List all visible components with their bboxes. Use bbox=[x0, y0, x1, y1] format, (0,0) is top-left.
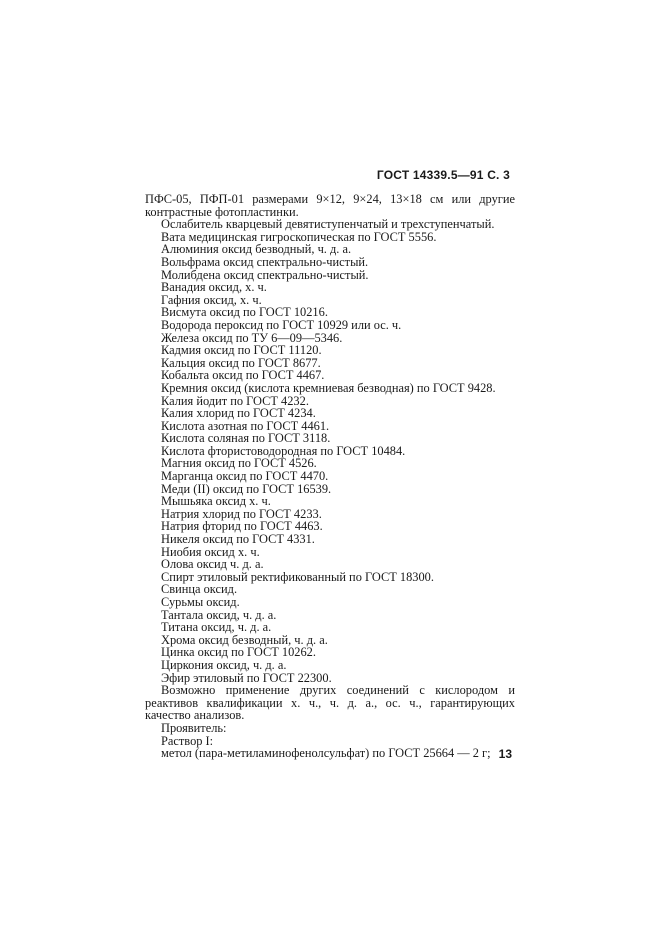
list-item: Молибдена оксид спектрально-чистый. bbox=[161, 267, 369, 282]
reagent-list-2 bbox=[145, 395, 515, 685]
list-item: Натрия фторид по ГОСТ 4463. bbox=[161, 519, 323, 534]
list-item: Тантала оксид, ч. д. а. bbox=[161, 607, 277, 622]
list-item: Марганца оксид по ГОСТ 4470. bbox=[161, 469, 329, 484]
list-item: Магния оксид по ГОСТ 4526. bbox=[161, 456, 317, 471]
list-item: Олова оксид ч. д. а. bbox=[161, 557, 264, 572]
list-item: Кислота азотная по ГОСТ 4461. bbox=[161, 418, 330, 433]
document-body bbox=[145, 193, 515, 760]
metol-line: метол (пара-метиламинофенолсульфат) по ГОСТ 25664 — 2 г; bbox=[161, 746, 491, 761]
list-item: Калия йодит по ГОСТ 4232. bbox=[161, 393, 309, 408]
list-item: Ослабитель кварцевый девятиступенчатый и трехступенчатый. bbox=[161, 217, 495, 232]
list-item: Вольфрама оксид спектрально-чистый. bbox=[161, 254, 369, 269]
silicon-paragraph: Кремния оксид (кислота кремниевая безводная) по ГОСТ 9428. bbox=[161, 380, 496, 395]
intro-paragraph: ПФС-05, ПФП-01 размерами 9×12, 9×24, 13×18 см или другие контрастные фотопластинки. bbox=[145, 192, 515, 219]
list-item: Вата медицинская гигроскопическая по ГОСТ 5556. bbox=[161, 229, 437, 244]
alternatives-paragraph: Возможно применение других соединений с кислородом и реактивов квалификации х. ч., ч. д. а., ос. ч., гарантирующих качество анализов. bbox=[145, 683, 515, 723]
list-item: Титана оксид, ч. д. а. bbox=[161, 620, 272, 635]
list-item: Водорода пероксид по ГОСТ 10929 или ос. ч. bbox=[161, 317, 402, 332]
list-item: Сурьмы оксид. bbox=[161, 595, 240, 609]
list-item: Спирт этиловый ректификованный по ГОСТ 18300. bbox=[161, 569, 434, 584]
list-item: Кадмия оксид по ГОСТ 11120. bbox=[161, 343, 322, 358]
list-item: Алюминия оксид безводный, ч. д. а. bbox=[161, 242, 352, 257]
list-item: Кислота фтористоводородная по ГОСТ 10484. bbox=[161, 443, 406, 458]
list-item: Свинца оксид. bbox=[161, 582, 238, 597]
list-item: Меди (II) оксид по ГОСТ 16539. bbox=[161, 481, 332, 496]
list-item: Никеля оксид по ГОСТ 4331. bbox=[161, 532, 315, 547]
list-item: Железа оксид по ТУ 6—09—5346. bbox=[161, 330, 343, 345]
list-item: Ниобия оксид х. ч. bbox=[161, 544, 260, 559]
list-item: Циркония оксид, ч. д. а. bbox=[161, 657, 287, 672]
list-item: Калия хлорид по ГОСТ 4234. bbox=[161, 406, 316, 421]
page-header: ГОСТ 14339.5—91 С. 3 bbox=[376, 168, 510, 182]
list-item: Висмута оксид по ГОСТ 10216. bbox=[161, 305, 328, 320]
reagent-list-1 bbox=[145, 218, 515, 382]
list-item: Натрия хлорид по ГОСТ 4233. bbox=[161, 506, 322, 521]
list-item: Кислота соляная по ГОСТ 3118. bbox=[161, 431, 331, 446]
solution-heading: Раствор I: bbox=[161, 733, 214, 748]
list-item: Эфир этиловый по ГОСТ 22300. bbox=[161, 670, 332, 685]
list-item: Цинка оксид по ГОСТ 10262. bbox=[161, 645, 316, 660]
list-item: Кобальта оксид по ГОСТ 4467. bbox=[161, 368, 325, 383]
list-item: Ванадия оксид, х. ч. bbox=[161, 280, 267, 295]
page-number: 13 bbox=[498, 747, 512, 761]
list-item: Гафния оксид, х. ч. bbox=[161, 292, 262, 307]
list-item: Мышьяка оксид х. ч. bbox=[161, 494, 271, 509]
developer-heading: Проявитель: bbox=[161, 720, 227, 735]
list-item: Хрома оксид безводный, ч. д. а. bbox=[161, 632, 328, 647]
list-item: Кальция оксид по ГОСТ 8677. bbox=[161, 355, 321, 370]
